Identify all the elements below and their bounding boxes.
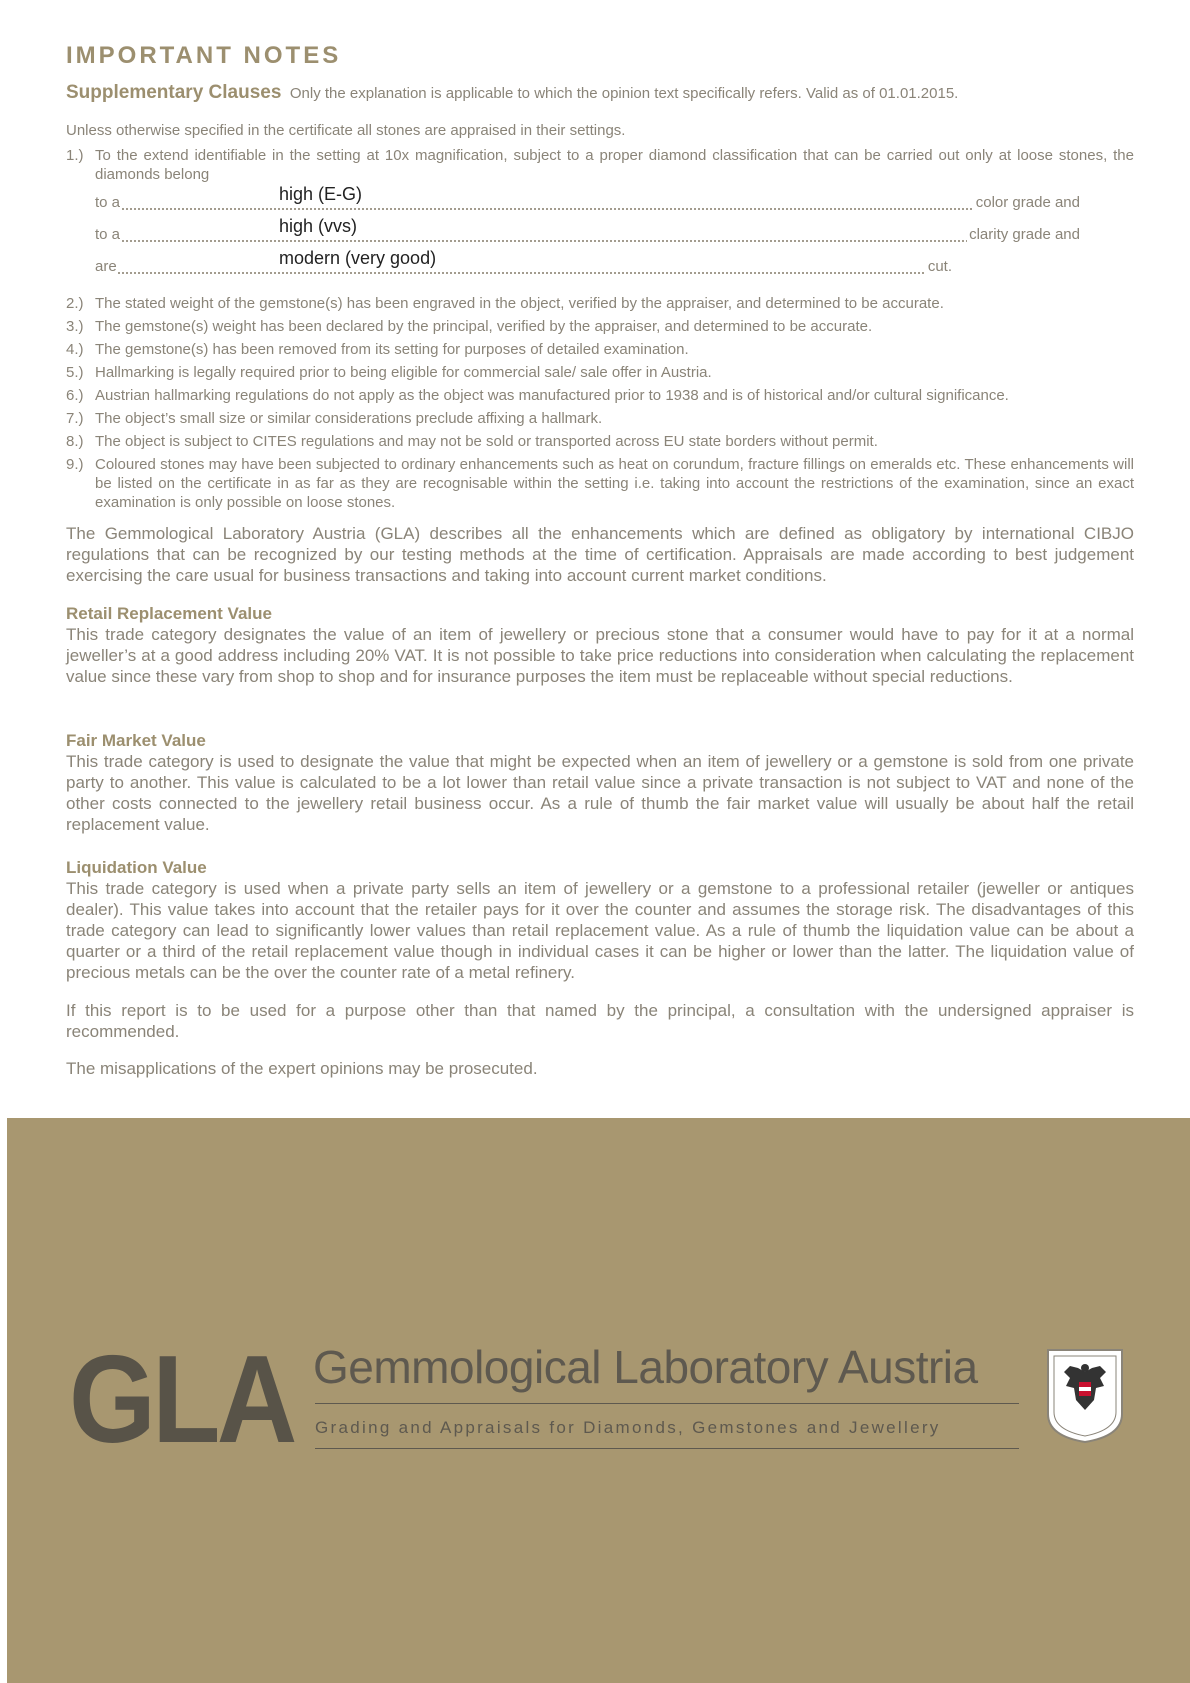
state-award-seal-icon — [1040, 1344, 1130, 1444]
fair-market-text: This trade category is used to designate the value that might be expected when an item of jewellery or a gemstone is sold from one private party to another. This value is calculated to be a lot lower than retail value since a private transaction is not subject to VAT and none of the other costs connected to the jewellery retail business occur. As a rule of thumb the fair market value will usually be about half the retail replacement value. — [66, 752, 1134, 834]
liquidation-section — [66, 857, 1134, 983]
clause-text: Coloured stones may have been subjected to ordinary enhancements such as heat on corundum, fracture fillings on emeralds etc. These enhancements will be listed on the certificate in as far as they are recognisable within the setting i.e. taking into account the restrictions of the examination, since an exact examination is only possible on loose stones. — [95, 456, 1134, 511]
clause-text: Austrian hallmarking regulations do not apply as the object was manufactured prior to 1938 and is of historical and/or cultural significance. — [95, 387, 1009, 404]
clause-number: 9.) — [66, 456, 84, 473]
clause-item — [66, 294, 1134, 313]
fill-suffix: cut. — [927, 258, 952, 275]
clause-text: To the extend identifiable in the setting at 10x magnification, subject to a proper diamond classification that can be carried out only at loose stones, the diamonds belong — [95, 147, 1134, 183]
clause-item — [66, 386, 1134, 405]
clause-text: The stated weight of the gemstone(s) has been engraved in the object, verified by the appraiser, and determined to be accurate. — [95, 295, 944, 312]
dotted-leader — [95, 240, 1080, 242]
fill-suffix: clarity grade and — [969, 226, 1080, 243]
clause-item — [66, 363, 1134, 382]
fill-label: to a — [95, 226, 121, 243]
consultation-paragraph: If this report is to be used for a purpose other than that named by the principal, a consultation with the undersigned appraiser is recommended. — [66, 1001, 1134, 1041]
clause-number: 4.) — [66, 341, 84, 358]
retail-title: Retail Replacement Value — [66, 604, 272, 623]
liquidation-text: This trade category is used when a private party sells an item of jewellery or a gemstone to a professional retailer (jeweller or antiques dealer). This value takes into account that the retailer pays for it over the counter and assumes the storage risk. The disadvantages of this trade category can lead to significantly lower values than retail replacement value. As a rule of thumb the liquidation value can be about a quarter or a third of the retail replacement value though in individual cases it can be higher or lower than the latter. The liquidation value of precious metals can be the over the counter rate of a metal refinery. — [66, 879, 1134, 982]
clause-text: Hallmarking is legally required prior to being eligible for commercial sale/ sale offer in Austria. — [95, 364, 712, 381]
fair-market-section — [66, 730, 1134, 835]
laboratory-name: Gemmological Laboratory Austria — [313, 1341, 978, 1393]
gla-paragraph: The Gemmological Laboratory Austria (GLA) describes all the enhancements which are defined as obligatory by international CIBJO regulations that can be recognized by our testing methods at the time of certification. Appraisals are made according to best judgement exercising the care usual for business transactions and taking into account current market conditions. — [66, 524, 1134, 585]
divider-line — [315, 1448, 1019, 1449]
retail-section — [66, 603, 1134, 687]
supplementary-text: Only the explanation is applicable to which the opinion text specifically refers. Valid as of 01.01.2015. — [289, 85, 959, 102]
clause-item — [66, 409, 1134, 428]
color-grade-value: high (E-G) — [279, 184, 363, 204]
cut-grade-line — [95, 248, 952, 280]
fill-label: are — [95, 258, 117, 275]
clause-number: 3.) — [66, 318, 84, 335]
clause-number: 7.) — [66, 410, 84, 427]
laboratory-tagline: Grading and Appraisals for Diamonds, Gemstones and Jewellery — [315, 1418, 941, 1437]
supplementary-clauses — [66, 82, 958, 104]
supplementary-title: Supplementary Clauses — [66, 82, 282, 103]
fill-label: to a — [95, 194, 121, 211]
clause-item — [66, 432, 1134, 451]
fill-suffix: color grade and — [975, 194, 1080, 211]
dotted-leader — [95, 272, 952, 274]
clause-text: The gemstone(s) has been removed from its setting for purposes of detailed examination. — [95, 341, 689, 358]
clause-number: 6.) — [66, 387, 84, 404]
clause-item — [66, 455, 1134, 512]
clause-text: The object is subject to CITES regulations and may not be sold or transported across EU state borders without permit. — [95, 433, 878, 450]
clause-item — [66, 317, 1134, 336]
clause-number: 1.) — [66, 147, 84, 164]
clarity-grade-line — [95, 216, 1080, 248]
gla-logo: GLA — [69, 1331, 294, 1469]
page-title: IMPORTANT NOTES — [66, 42, 342, 69]
clause-number: 2.) — [66, 295, 84, 312]
cut-grade-value: modern (very good) — [279, 248, 437, 268]
misapplication-paragraph: The misapplications of the expert opinions may be prosecuted. — [66, 1059, 538, 1078]
clarity-grade-value: high (vvs) — [279, 216, 358, 236]
retail-text: This trade category designates the value of an item of jewellery or precious stone that a consumer would have to pay for it at a normal jeweller’s at a good address including 20% VAT. It is not possible to take price reductions into consideration when calculating the replacement value since these vary from shop to shop and for insurance purposes the item must be replaceable without special reductions. — [66, 625, 1134, 686]
clause-number: 5.) — [66, 364, 84, 381]
clause-list — [66, 146, 1134, 516]
fair-market-title: Fair Market Value — [66, 731, 206, 750]
clause-item — [66, 146, 1134, 184]
unless-text: Unless otherwise specified in the certificate all stones are appraised in their settings. — [66, 122, 626, 139]
clause-item — [66, 340, 1134, 359]
clause-number: 8.) — [66, 433, 84, 450]
clause-text: The gemstone(s) weight has been declared by the principal, verified by the appraiser, and determined to be accurate. — [95, 318, 873, 335]
liquidation-title: Liquidation Value — [66, 858, 207, 877]
divider-line — [315, 1403, 1019, 1404]
color-grade-line — [95, 184, 1080, 216]
clause-text: The object’s small size or similar considerations preclude affixing a hallmark. — [95, 410, 603, 427]
footer-banner — [7, 1118, 1190, 1683]
dotted-leader — [95, 208, 1080, 210]
